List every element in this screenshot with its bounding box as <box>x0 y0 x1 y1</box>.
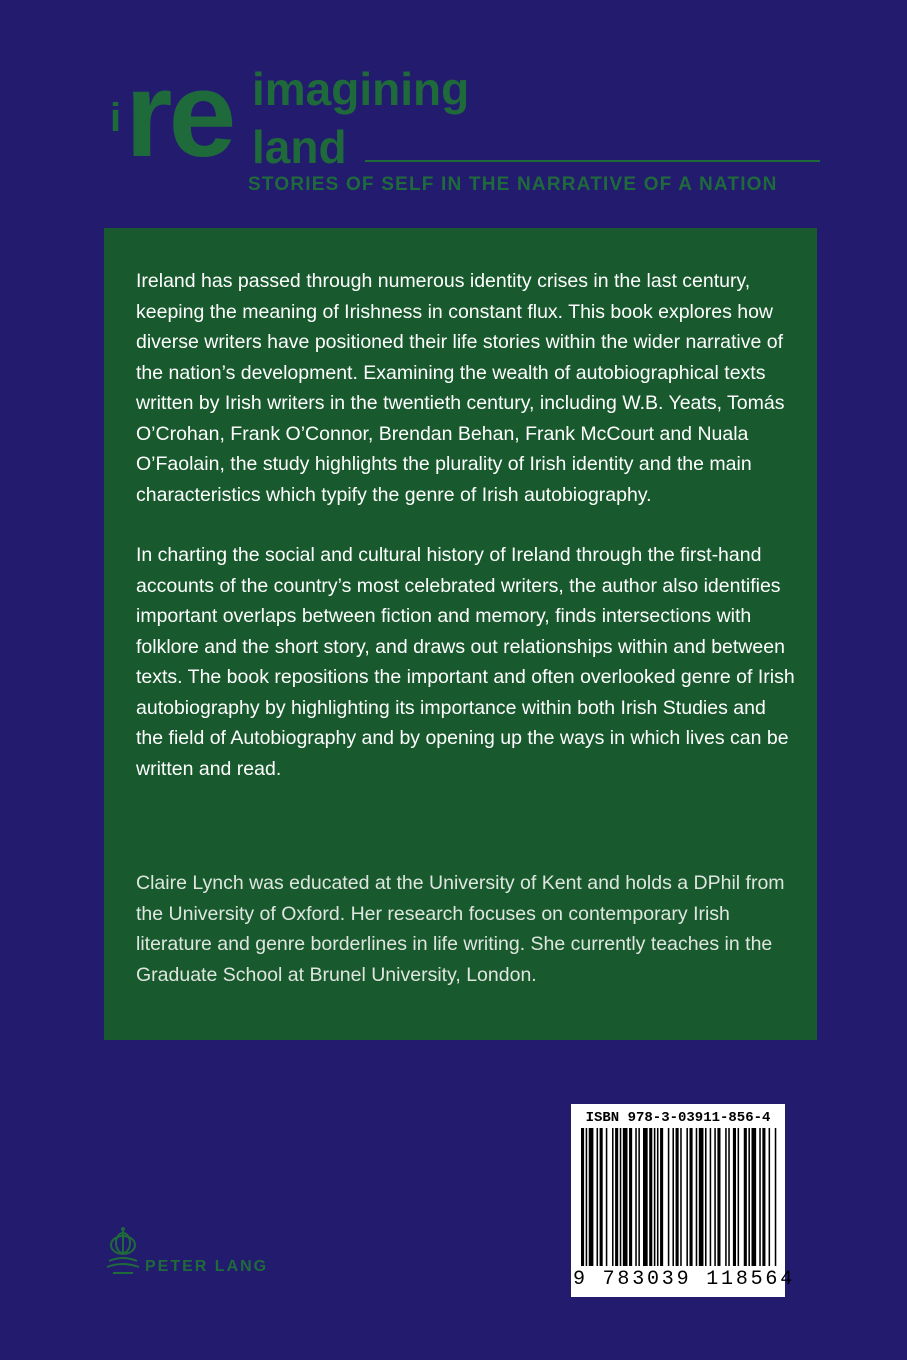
peter-lang-tree-icon <box>103 1225 143 1277</box>
barcode-bar <box>717 1128 720 1266</box>
barcode-bar <box>629 1128 632 1266</box>
barcode-bar <box>690 1128 693 1266</box>
blurb-paragraph-1: Ireland has passed through numerous identity crises in the last century, keeping the meaning of Irishness in constant flux. This book explores how diverse writers have positioned their life stories within the wider narrative of the nation’s development. Examining the wealth of autobiographical texts written by Irish writers in the twentieth century, including W.B. Yeats, Tomás O’Crohan, Frank O’Connor, Brendan Behan, Frank McCourt and Nuala O’Faolain, the study highlights the plurality of Irish identity and the main characteristics which typify the genre of Irish autobiography. <box>136 270 785 506</box>
barcode-bar <box>738 1128 740 1266</box>
author-bio: Claire Lynch was educated at the University of Kent and holds a DPhil from the University of Oxford. Her research focuses on contemporary Irish literature and genre borderlines in life writing. She currently teaches in the Graduate School at Brunel University, London. <box>136 872 785 986</box>
barcode-bar <box>759 1128 761 1266</box>
publisher-name: PETER LANG <box>145 1258 269 1275</box>
barcode-bar <box>748 1128 750 1266</box>
ean-digits: 9 783039 118564 <box>573 1268 796 1291</box>
barcode-bar <box>654 1128 656 1266</box>
barcode-bar <box>680 1128 682 1266</box>
barcode-bar <box>600 1128 603 1266</box>
barcode-bar <box>672 1128 674 1266</box>
barcode-bar <box>699 1128 704 1266</box>
barcode-bar <box>589 1128 594 1266</box>
barcode-bar <box>769 1128 771 1266</box>
barcode-bar <box>668 1128 670 1266</box>
isbn-label: ISBN 978-3-03911-856-4 <box>585 1110 771 1126</box>
barcode-bar <box>586 1128 588 1266</box>
series-logo <box>100 46 825 200</box>
barcode-bar <box>581 1128 584 1266</box>
barcode-bar <box>733 1128 736 1266</box>
publisher-logo <box>103 1225 303 1285</box>
barcode-bar <box>728 1128 730 1266</box>
barcode-bars <box>575 1128 781 1268</box>
barcode-bar <box>725 1128 727 1266</box>
barcode-bar <box>710 1128 712 1266</box>
barcode-bar <box>597 1128 599 1266</box>
logo-land: land <box>252 121 347 173</box>
barcode-bar <box>752 1128 757 1266</box>
barcode-bar <box>623 1128 628 1266</box>
barcode-bar <box>676 1128 679 1266</box>
barcode-bar <box>606 1128 608 1266</box>
barcode-bar <box>660 1128 663 1266</box>
logo-i-prefix: i <box>110 96 122 140</box>
barcode-bar <box>775 1128 777 1266</box>
barcode-bar <box>638 1128 640 1266</box>
series-subtitle: STORIES OF SELF IN THE NARRATIVE OF A NATION <box>248 174 778 195</box>
barcode-bar <box>696 1128 698 1266</box>
logo-divider <box>365 160 820 162</box>
barcode-bar <box>686 1128 688 1266</box>
barcode-bar <box>762 1128 765 1266</box>
barcode-bar <box>744 1128 747 1266</box>
barcode-bar <box>657 1128 659 1266</box>
logo-imagining: imagining <box>252 63 470 115</box>
barcode-box <box>571 1104 796 1297</box>
barcode-bar <box>705 1128 707 1266</box>
blurb-paragraph-2: In charting the social and cultural history of Ireland through the first-hand accounts of the country’s most celebrated writers, the author also identifies important overlaps between fiction and memory, finds intersections with folklore and the short story, and draws out relationships within and between texts. The book repositions the important and often overlooked genre of Irish autobiography by highlighting its importance within both Irish Studies and the field of Autobiography and by opening up the ways in which lives can be written and read. <box>136 544 795 780</box>
barcode-bar <box>643 1128 648 1266</box>
barcode-bar <box>612 1128 614 1266</box>
barcode-bar <box>635 1128 637 1266</box>
barcode-bar <box>649 1128 652 1266</box>
logo-re: re <box>125 46 233 182</box>
barcode-bar <box>620 1128 622 1266</box>
blurb-panel <box>104 228 817 1040</box>
barcode-bar <box>615 1128 618 1266</box>
barcode-bar <box>714 1128 716 1266</box>
